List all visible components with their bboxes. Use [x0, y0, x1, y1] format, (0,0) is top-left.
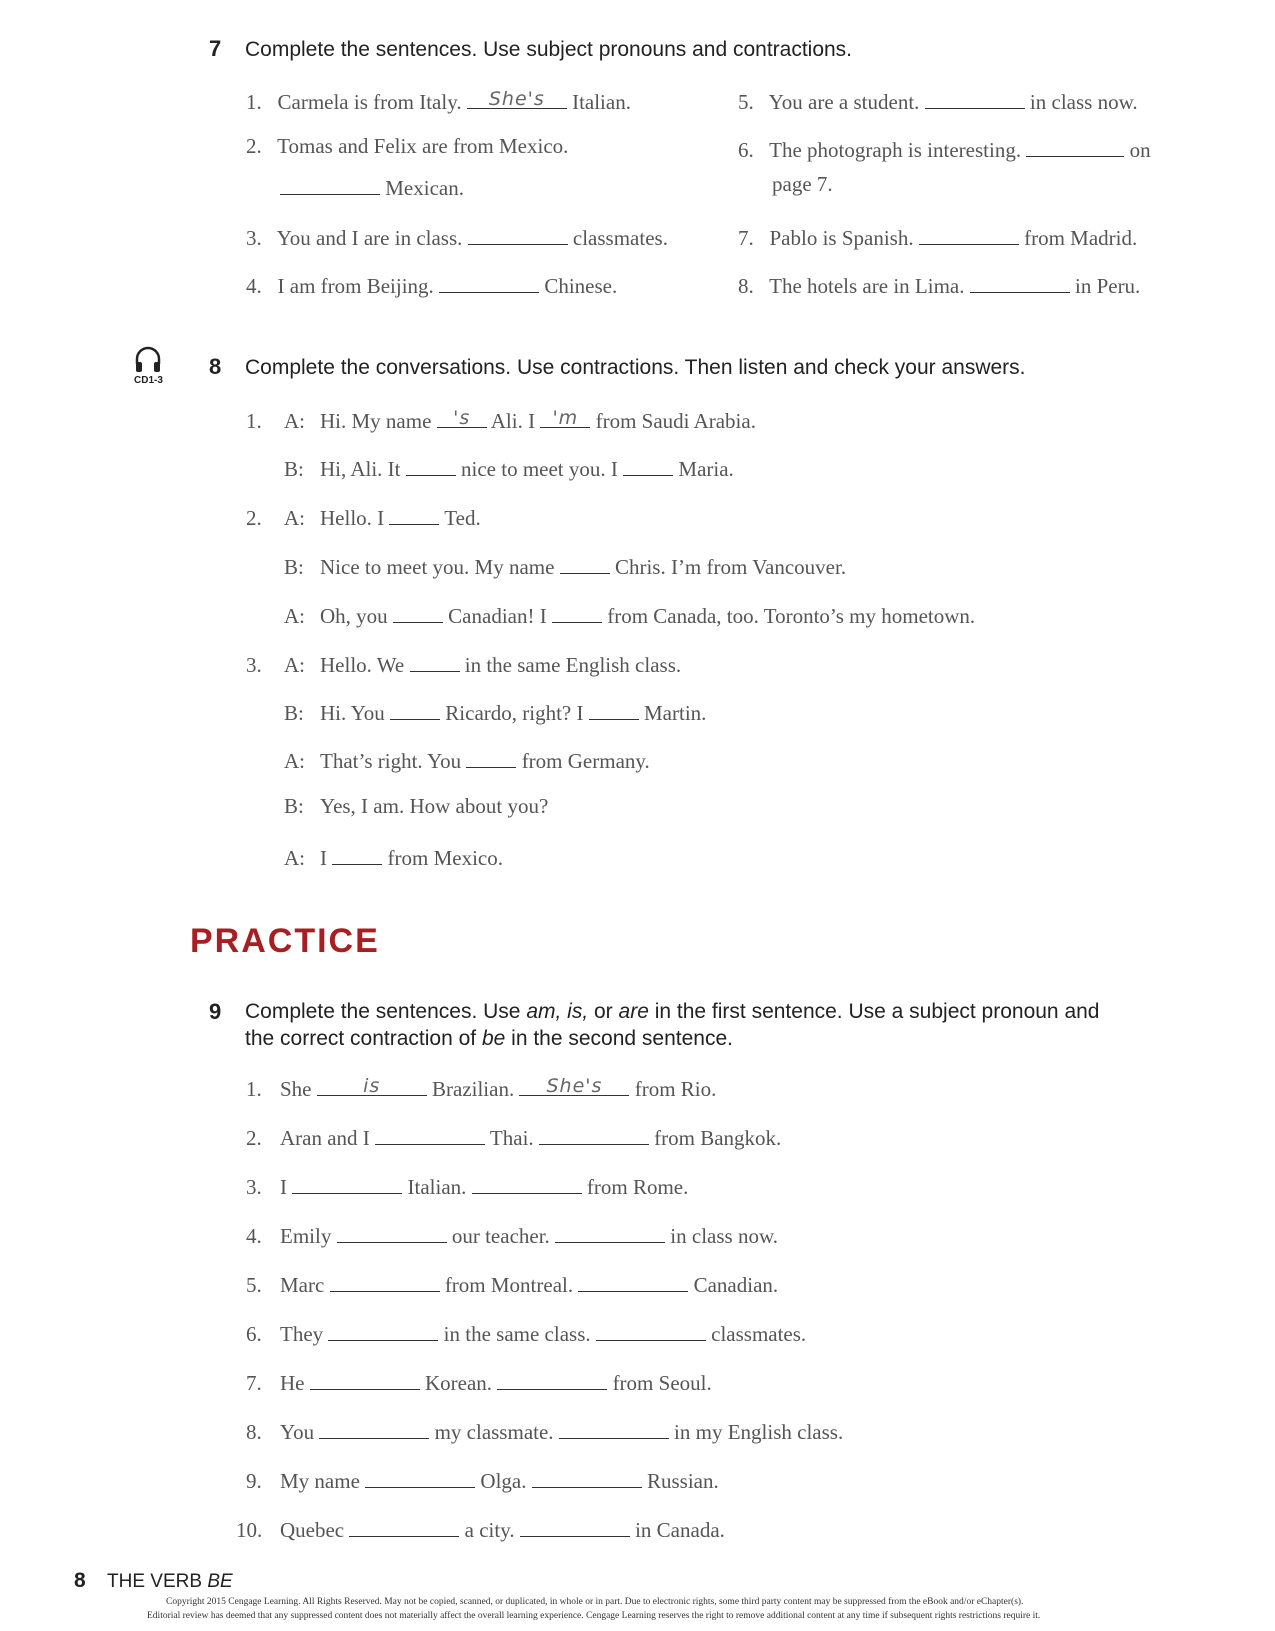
item-text: She — [280, 1077, 312, 1101]
line-text: from Saudi Arabia. — [595, 409, 756, 433]
list-item — [246, 1367, 712, 1396]
answer-blank[interactable] — [337, 1220, 447, 1243]
answer-blank[interactable] — [292, 1171, 402, 1194]
item-number: 3. — [246, 226, 262, 250]
item-text: Carmela is from Italy. — [277, 90, 462, 114]
answer-blank[interactable] — [596, 1318, 706, 1341]
item-text: Aran and I — [280, 1126, 370, 1150]
speaker-label: A: — [284, 846, 305, 870]
item-text: in Peru. — [1074, 274, 1141, 298]
item-text: Marc — [280, 1273, 325, 1297]
handwritten-answer: is — [363, 1075, 381, 1097]
conversation-line — [246, 502, 481, 531]
line-text: from Canada, too. Toronto’s my hometown. — [607, 604, 976, 628]
line-text: Hello. I — [320, 506, 385, 530]
line-text: That’s right. You — [320, 749, 462, 773]
item-text: my classmate. — [434, 1420, 554, 1444]
item-text: Quebec — [280, 1518, 345, 1542]
list-item — [738, 86, 1138, 115]
speaker-label: A: — [284, 604, 305, 628]
instruction-em: be — [481, 1027, 506, 1050]
line-text: Hi, Ali. It — [320, 457, 401, 481]
exercise-number: 7 — [209, 36, 222, 61]
exercise-instruction — [245, 1000, 1099, 1024]
line-text: Canadian! I — [448, 604, 547, 628]
answer-blank[interactable] — [310, 1367, 420, 1390]
answer-blank[interactable] — [1026, 134, 1124, 157]
answer-blank[interactable] — [410, 649, 460, 672]
item-text: from Rome. — [586, 1175, 689, 1199]
speaker-label: B: — [284, 555, 304, 579]
line-text: I — [320, 846, 327, 870]
section-heading: PRACTICE — [190, 922, 380, 960]
list-item — [246, 86, 631, 115]
item-text: Russian. — [646, 1469, 719, 1493]
answer-blank[interactable] — [319, 1416, 429, 1439]
list-item — [236, 1514, 725, 1543]
item-text: They — [280, 1322, 324, 1346]
answer-blank[interactable] — [349, 1514, 459, 1537]
answer-blank[interactable] — [540, 405, 590, 428]
item-text: My name — [280, 1469, 360, 1493]
item-text: in class now. — [670, 1224, 779, 1248]
answer-blank[interactable] — [390, 697, 440, 720]
answer-blank[interactable] — [919, 222, 1019, 245]
item-number: 2. — [246, 1126, 262, 1150]
item-text: You — [280, 1420, 315, 1444]
item-number: 3. — [246, 1175, 262, 1199]
item-text: Emily — [280, 1224, 332, 1248]
answer-blank[interactable] — [970, 270, 1070, 293]
handwritten-answer: 's — [453, 407, 471, 429]
exercise-number: 8 — [209, 354, 222, 379]
list-item — [246, 1171, 688, 1200]
answer-blank[interactable] — [317, 1073, 427, 1096]
line-text: Yes, I am. How about you? — [320, 794, 549, 818]
answer-blank[interactable] — [519, 1073, 629, 1096]
item-text: Pablo is Spanish. — [769, 226, 914, 250]
answer-blank[interactable] — [437, 405, 487, 428]
conversation-line — [246, 405, 756, 434]
item-number: 3. — [246, 653, 262, 677]
list-item — [246, 1465, 719, 1494]
exercise-instruction: Complete the conversations. Use contractions. Then listen and check your answers. — [245, 356, 1026, 379]
line-text: Oh, you — [320, 604, 388, 628]
line-text: Hi. My name — [320, 409, 432, 433]
item-text: Canadian. — [693, 1273, 779, 1297]
item-text: Olga. — [480, 1469, 527, 1493]
line-text: Maria. — [678, 457, 734, 481]
item-number: 9. — [246, 1469, 262, 1493]
item-text: classmates. — [711, 1322, 807, 1346]
conversation-line — [246, 697, 706, 726]
item-number: 2. — [246, 134, 262, 158]
item-text: The photograph is interesting. — [769, 138, 1022, 162]
answer-blank[interactable] — [560, 551, 610, 574]
list-item — [738, 134, 1151, 163]
item-text: He — [280, 1371, 305, 1395]
item-text: in the same class. — [443, 1322, 591, 1346]
line-text: Martin. — [644, 701, 707, 725]
conversation-line — [246, 600, 975, 629]
item-text: Brazilian. — [432, 1077, 515, 1101]
line-text: Hello. We — [320, 653, 405, 677]
exercise-instruction: Complete the sentences. Use subject pronouns and contractions. — [245, 38, 853, 61]
exercise-number: 9 — [209, 999, 222, 1024]
answer-blank[interactable] — [472, 1171, 582, 1194]
conversation-line — [246, 551, 846, 580]
list-item — [246, 1416, 843, 1445]
conversation-line — [246, 453, 734, 482]
line-text: Ted. — [444, 506, 481, 530]
answer-blank[interactable] — [578, 1269, 688, 1292]
copyright-line: Copyright 2015 Cengage Learning. All Rights Reserved. May not be copied, scanned, or duplicated, in whole or in part. Due to electronic rights, some third party content may be suppressed from the eBook and/or eChapter(s). — [166, 1597, 1024, 1607]
instruction-text: Complete the sentences. Use — [245, 1000, 527, 1023]
list-item — [246, 270, 617, 299]
list-item — [738, 270, 1140, 299]
chapter-text: THE VERB — [107, 1571, 208, 1592]
line-text: Ricardo, right? I — [445, 701, 584, 725]
answer-blank[interactable] — [552, 600, 602, 623]
handwritten-answer: 'm — [552, 407, 579, 429]
item-number: 6. — [738, 138, 754, 162]
answer-blank[interactable] — [520, 1514, 630, 1537]
line-text: from Germany. — [521, 749, 650, 773]
list-item-continuation — [772, 172, 833, 197]
answer-blank[interactable] — [467, 86, 567, 109]
line-text: in the same English class. — [464, 653, 682, 677]
instruction-text: the correct contraction of — [245, 1027, 482, 1050]
item-text: I am from Beijing. — [277, 274, 434, 298]
item-text: on — [1129, 138, 1151, 162]
item-text: from Bangkok. — [654, 1126, 782, 1150]
item-number: 1. — [246, 90, 262, 114]
answer-blank[interactable] — [439, 270, 539, 293]
answer-blank[interactable] — [393, 600, 443, 623]
answer-blank[interactable] — [589, 697, 639, 720]
exercise-instruction — [245, 1027, 733, 1051]
conversation-line — [246, 842, 503, 871]
conversation-line — [246, 649, 681, 678]
item-number: 6. — [246, 1322, 262, 1346]
item-text: Italian. — [572, 90, 631, 114]
conversation-line — [246, 745, 650, 774]
item-text: I — [280, 1175, 287, 1199]
answer-blank[interactable] — [328, 1318, 438, 1341]
handwritten-answer: She's — [546, 1075, 603, 1097]
list-item — [246, 1269, 778, 1298]
speaker-label: A: — [284, 409, 305, 433]
list-item — [246, 1122, 781, 1151]
item-number: 10. — [236, 1518, 263, 1542]
item-number: 5. — [246, 1273, 262, 1297]
list-item — [738, 222, 1137, 251]
line-text: Ali. I — [490, 409, 536, 433]
line-text: Nice to meet you. My name — [320, 555, 555, 579]
item-number: 8. — [738, 274, 754, 298]
item-text: a city. — [464, 1518, 515, 1542]
speaker-label: A: — [284, 653, 305, 677]
item-text: You and I are in class. — [276, 226, 463, 250]
page-number: 8 — [74, 1569, 86, 1592]
list-item-continuation — [280, 172, 464, 201]
answer-blank[interactable] — [365, 1465, 475, 1488]
item-text: in my English class. — [674, 1420, 844, 1444]
item-text: from Madrid. — [1024, 226, 1138, 250]
line-text: Chris. I’m from Vancouver. — [614, 555, 847, 579]
line-text: nice to meet you. I — [461, 457, 618, 481]
instruction-text: in the second sentence. — [505, 1027, 733, 1050]
instruction-em: are — [618, 1000, 649, 1023]
item-number: 7. — [246, 1371, 262, 1395]
item-text: in Canada. — [635, 1518, 725, 1542]
speaker-label: B: — [284, 794, 304, 818]
item-text: Tomas and Felix are from Mexico. — [277, 134, 569, 158]
list-item — [246, 1073, 716, 1102]
instruction-em: am, is, — [526, 1000, 589, 1023]
chapter-em: BE — [207, 1571, 233, 1592]
answer-blank[interactable] — [389, 502, 439, 525]
speaker-label: B: — [284, 701, 304, 725]
answer-blank[interactable] — [925, 86, 1025, 109]
answer-blank[interactable] — [406, 453, 456, 476]
item-number: 1. — [246, 409, 262, 433]
item-text: classmates. — [572, 226, 668, 250]
answer-blank[interactable] — [280, 172, 380, 195]
instruction-text: or — [588, 1000, 619, 1023]
answer-blank[interactable] — [497, 1367, 607, 1390]
answer-blank[interactable] — [330, 1269, 440, 1292]
answer-blank[interactable] — [623, 453, 673, 476]
item-number: 5. — [738, 90, 754, 114]
audio-track-label: CD1-3 — [134, 375, 163, 386]
item-text: Italian. — [407, 1175, 467, 1199]
copyright-line: Editorial review has deemed that any suppressed content does not materially affect the overall learning experience. Cengage Learning reserves the right to remove additional content at any time if subsequent rights restrictions require it. — [147, 1611, 1041, 1621]
list-item — [246, 1220, 778, 1249]
conversation-line — [246, 794, 548, 819]
speaker-label: A: — [284, 749, 305, 773]
line-text: Hi. You — [320, 701, 385, 725]
answer-blank[interactable] — [555, 1220, 665, 1243]
chapter-title — [107, 1571, 233, 1593]
answer-blank[interactable] — [375, 1122, 485, 1145]
item-number: 2. — [246, 506, 262, 530]
handwritten-answer: She's — [488, 88, 545, 110]
list-item — [246, 222, 668, 251]
item-number: 8. — [246, 1420, 262, 1444]
item-text: Chinese. — [544, 274, 618, 298]
instruction-text: in the first sentence. Use a subject pronoun and — [648, 1000, 1100, 1023]
answer-blank[interactable] — [559, 1416, 669, 1439]
item-text: our teacher. — [451, 1224, 550, 1248]
item-text: page 7. — [772, 172, 833, 196]
speaker-label: A: — [284, 506, 305, 530]
answer-blank[interactable] — [332, 842, 382, 865]
answer-blank[interactable] — [468, 222, 568, 245]
list-item — [246, 134, 568, 159]
item-text: Korean. — [425, 1371, 493, 1395]
answer-blank[interactable] — [532, 1465, 642, 1488]
headphones-icon[interactable] — [133, 344, 163, 379]
item-number: 1. — [246, 1077, 262, 1101]
item-text: Thai. — [489, 1126, 534, 1150]
answer-blank[interactable] — [466, 745, 516, 768]
item-text: from Seoul. — [612, 1371, 712, 1395]
speaker-label: B: — [284, 457, 304, 481]
item-number: 4. — [246, 1224, 262, 1248]
answer-blank[interactable] — [539, 1122, 649, 1145]
item-text: in class now. — [1029, 90, 1138, 114]
item-text: from Montreal. — [444, 1273, 574, 1297]
item-text: The hotels are in Lima. — [769, 274, 965, 298]
item-number: 4. — [246, 274, 262, 298]
list-item — [246, 1318, 806, 1347]
item-text: Mexican. — [385, 176, 464, 200]
line-text: from Mexico. — [387, 846, 503, 870]
item-text: from Rio. — [634, 1077, 717, 1101]
item-number: 7. — [738, 226, 754, 250]
item-text: You are a student. — [768, 90, 920, 114]
